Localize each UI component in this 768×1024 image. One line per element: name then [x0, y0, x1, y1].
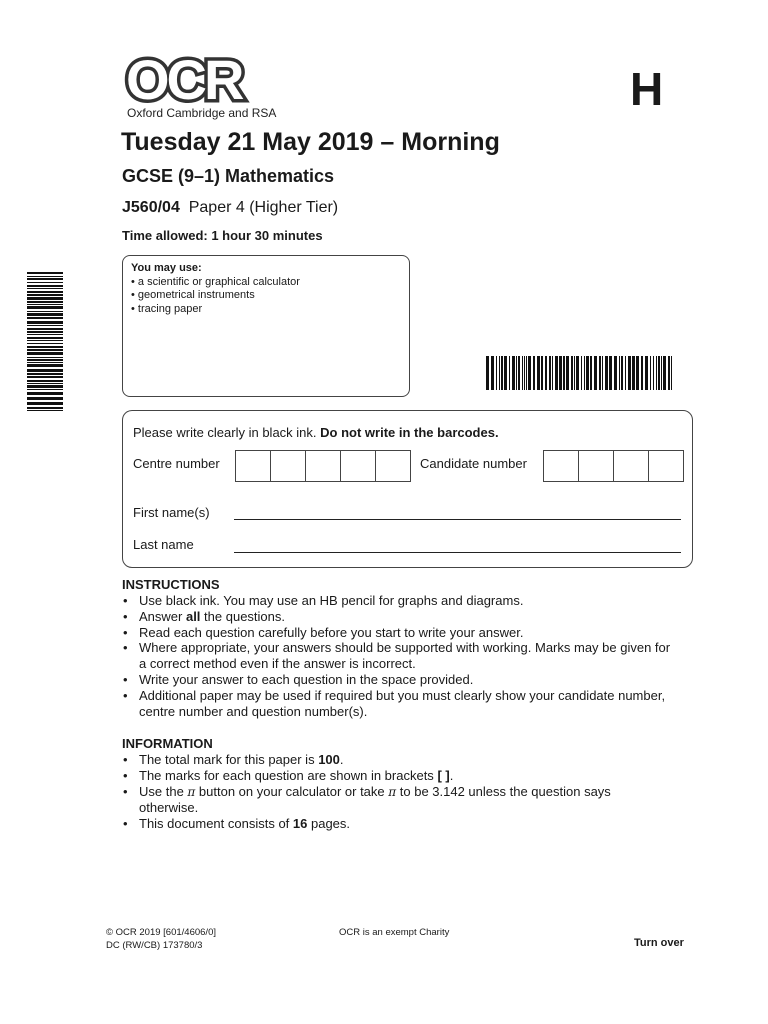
barcode-bar	[522, 356, 523, 390]
exam-date: Tuesday 21 May 2019 – Morning	[121, 128, 500, 156]
first-name-line[interactable]	[234, 519, 681, 520]
information-list	[122, 752, 672, 832]
barcode-bar	[27, 334, 63, 335]
centre-digit-box[interactable]	[305, 451, 340, 481]
barcode-bar	[645, 356, 648, 390]
barcode-bar	[27, 397, 63, 400]
information-item: • This document consists of 16 pages.	[122, 816, 672, 832]
candidate-digit-box[interactable]	[648, 451, 683, 481]
footer-left	[106, 927, 216, 952]
barcode-bar	[609, 356, 612, 390]
may-use-box	[122, 255, 410, 397]
instruction-item: • Use black ink. You may use an HB pencil for graphs and diagrams.	[122, 593, 672, 609]
barcode-bar	[27, 349, 63, 351]
may-use-item: • tracing paper	[131, 303, 401, 317]
centre-digit-box[interactable]	[375, 451, 410, 481]
footer-dc-code: DC (RW/CB) 173780/3	[106, 939, 203, 951]
barcode-bar	[496, 356, 497, 390]
candidate-digit-box[interactable]	[578, 451, 613, 481]
barcode-bar	[571, 356, 573, 390]
barcode-bar	[586, 356, 589, 390]
last-name-line[interactable]	[234, 552, 681, 553]
information-item: • The total mark for this paper is 100.	[122, 752, 672, 768]
barcode-bar	[27, 373, 63, 375]
instructions-list	[122, 593, 672, 719]
barcode-bar	[668, 356, 670, 390]
barcode-bar	[541, 356, 543, 390]
barcode-bar	[27, 276, 63, 277]
barcode-bar	[27, 291, 63, 293]
barcode-bar	[27, 385, 63, 388]
instruction-item: • Write your answer to each question in the space provided.	[122, 672, 672, 688]
barcode-bar	[619, 356, 620, 390]
barcode-bar	[27, 369, 63, 372]
candidate-number-label: Candidate number	[420, 456, 527, 471]
barcode-bar	[509, 356, 510, 390]
barcode-bar	[555, 356, 558, 390]
barcode-bar	[650, 356, 651, 390]
ocr-logo: OCR	[126, 48, 242, 111]
candidate-digit-box[interactable]	[544, 451, 578, 481]
instruction-item: • Read each question carefully before you start to write your answer.	[122, 625, 672, 641]
barcode-bar	[27, 343, 63, 344]
barcode-bar	[512, 356, 515, 390]
barcode-bar	[27, 340, 63, 341]
barcode-bar	[27, 328, 63, 330]
barcode-bar	[27, 321, 63, 324]
barcode-bar	[499, 356, 500, 390]
barcode-bar	[628, 356, 631, 390]
barcode-bar	[663, 356, 666, 390]
qualification-title: GCSE (9–1) Mathematics	[122, 166, 335, 186]
barcode-bar	[658, 356, 660, 390]
barcode-bar	[671, 356, 672, 390]
paper-title: Paper 4 (Higher Tier)	[188, 199, 339, 216]
barcode-bar	[501, 356, 503, 390]
may-use-item: • a scientific or graphical calculator	[131, 276, 401, 290]
candidate-instruction	[133, 425, 499, 440]
paper-line	[122, 199, 338, 217]
barcode-bar	[552, 356, 553, 390]
paper-code: J560/04	[122, 199, 180, 216]
barcode-bar	[661, 356, 662, 390]
barcode-bar	[636, 356, 639, 390]
barcode-bar	[27, 325, 63, 326]
barcode-bar	[27, 272, 63, 274]
turn-over: Turn over	[634, 937, 684, 949]
barcode-bar	[599, 356, 601, 390]
barcode-bar	[27, 362, 63, 363]
barcode-bar	[486, 356, 489, 390]
barcode-bar	[528, 356, 531, 390]
barcode-bar	[27, 278, 63, 280]
information-item: • Use the π button on your calculator or take π to be 3.142 unless the question says otherwise.	[122, 784, 672, 817]
barcode-bar	[27, 407, 63, 409]
barcode-bar	[537, 356, 540, 390]
may-use-list	[131, 276, 401, 317]
barcode-bar	[559, 356, 562, 390]
barcode-bar	[27, 359, 63, 361]
barcode-bar	[632, 356, 635, 390]
instruction-item: • Answer all the questions.	[122, 609, 672, 625]
footer-charity: OCR is an exempt Charity	[339, 927, 450, 938]
may-use-heading: You may use:	[131, 262, 202, 274]
barcode-bar	[533, 356, 535, 390]
centre-digit-box[interactable]	[236, 451, 270, 481]
barcode-bar	[27, 380, 63, 382]
barcode-bar	[27, 288, 63, 289]
instruction-item: • Where appropriate, your answers should be supported with working. Marks may be given for a correct method even if the answer is incorrect.	[122, 640, 672, 672]
barcode-bar	[27, 306, 63, 309]
barcode-bar	[27, 317, 63, 319]
barcode-bar	[27, 392, 63, 395]
barcode-bar	[27, 285, 63, 287]
candidate-digit-box[interactable]	[613, 451, 648, 481]
barcode-bar	[504, 356, 507, 390]
barcode-bar	[27, 402, 63, 405]
barcode-bar	[590, 356, 592, 390]
barcode-bar	[27, 311, 63, 312]
centre-number-label: Centre number	[133, 456, 220, 471]
barcode-bar	[27, 304, 63, 305]
candidate-number-boxes[interactable]	[543, 450, 684, 482]
barcode-bar	[581, 356, 582, 390]
barcode-bar	[621, 356, 623, 390]
barcode-bar	[641, 356, 643, 390]
barcode-bar	[524, 356, 525, 390]
footer-copyright: © OCR 2019 [601/4606/0]	[106, 927, 216, 938]
barcode-bar	[27, 337, 63, 339]
information-item: • The marks for each question are shown in brackets [ ].	[122, 768, 672, 784]
barcode-bar	[605, 356, 608, 390]
barcode-bar	[545, 356, 547, 390]
barcode-bar	[594, 356, 597, 390]
centre-number-boxes[interactable]	[235, 450, 411, 482]
barcode-bar	[27, 282, 63, 283]
may-use-item: • geometrical instruments	[131, 289, 401, 303]
instructions-title: INSTRUCTIONS	[122, 577, 220, 592]
barcode-bar	[27, 357, 63, 358]
barcode-bar	[584, 356, 585, 390]
barcode-bar	[614, 356, 617, 390]
time-allowed: Time allowed: 1 hour 30 minutes	[122, 228, 323, 243]
barcode-bar	[27, 364, 63, 367]
barcode-bar	[27, 297, 63, 300]
first-name-label: First name(s)	[133, 505, 210, 520]
information-title: INFORMATION	[122, 736, 213, 751]
barcode-bar	[526, 356, 527, 390]
barcode-bar	[27, 376, 63, 378]
barcode-bar	[602, 356, 603, 390]
barcode-bar	[625, 356, 626, 390]
tier-letter: H	[630, 63, 664, 115]
candidate-instruction-text: Please write clearly in black ink.	[133, 425, 317, 440]
barcode-bar	[653, 356, 654, 390]
barcode-bar	[27, 352, 63, 355]
barcode-bar	[574, 356, 575, 390]
barcode-bar	[566, 356, 569, 390]
candidate-instruction-bold: Do not write in the barcodes.	[320, 425, 499, 440]
instruction-item: • Additional paper may be used if required but you must clearly show your candidate number, centre number and question number(s).	[122, 688, 672, 720]
centre-digit-box[interactable]	[340, 451, 375, 481]
barcode-bar	[563, 356, 565, 390]
barcode-bar	[518, 356, 520, 390]
barcode-bar	[576, 356, 579, 390]
barcode-bar	[27, 410, 63, 411]
vertical-barcode	[27, 272, 63, 412]
paper-barcode	[486, 356, 672, 398]
barcode-bar	[491, 356, 494, 390]
barcode-bar	[27, 294, 63, 296]
ocr-logo-subtitle: Oxford Cambridge and RSA	[127, 106, 277, 120]
barcode-bar	[27, 313, 63, 316]
centre-digit-box[interactable]	[270, 451, 305, 481]
barcode-bar	[549, 356, 551, 390]
barcode-bar	[27, 301, 63, 303]
barcode-bar	[516, 356, 517, 390]
barcode-bar	[27, 383, 63, 384]
barcode-bar	[27, 389, 63, 390]
barcode-bar	[27, 331, 63, 333]
barcode-bar	[27, 346, 63, 348]
barcode-bar	[656, 356, 657, 390]
last-name-label: Last name	[133, 537, 194, 552]
